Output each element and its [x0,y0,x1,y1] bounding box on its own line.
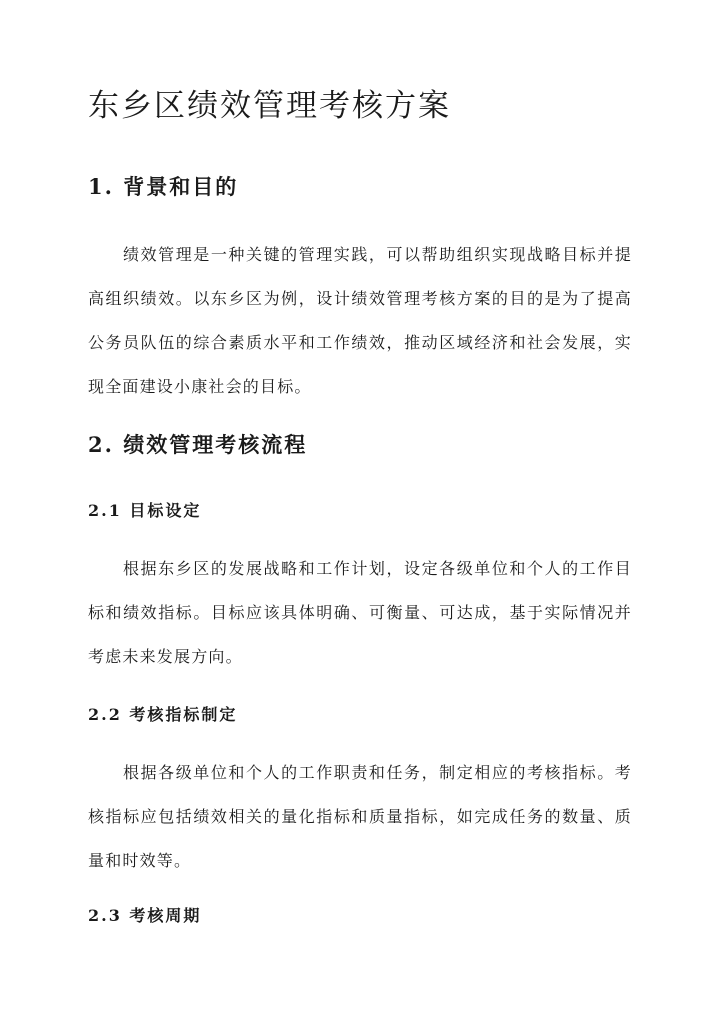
section-paragraph-background: 绩效管理是一种关键的管理实践，可以帮助组织实现战略目标并提高组织绩效。以东乡区为例，设计绩效管理考核方案的目的是为了提高公务员队伍的综合素质水平和工作绩效，推动区域经济和社会发展，实现全面建设小康社会的目标。 [88,245,632,396]
section-heading-background: 1. 背景和目的 [88,174,239,199]
subsection-heading-review-cycle: 2.3 考核周期 [88,906,202,925]
subsection-paragraph-goal-setting: 根据东乡区的发展战略和工作计划，设定各级单位和个人的工作目标和绩效指标。目标应该具体明确、可衡量、可达成，基于实际情况并考虑未来发展方向。 [88,559,632,666]
document-title: 东乡区绩效管理考核方案 [88,88,451,124]
subsection-heading-goal-setting: 2.1 目标设定 [88,501,202,520]
subsection-paragraph-indicator-design: 根据各级单位和个人的工作职责和任务，制定相应的考核指标。考核指标应包括绩效相关的量化指标和质量指标，如完成任务的数量、质量和时效等。 [88,763,632,870]
section-heading-process: 2. 绩效管理考核流程 [88,432,308,457]
subsection-heading-indicator-design: 2.2 考核指标制定 [88,705,238,724]
